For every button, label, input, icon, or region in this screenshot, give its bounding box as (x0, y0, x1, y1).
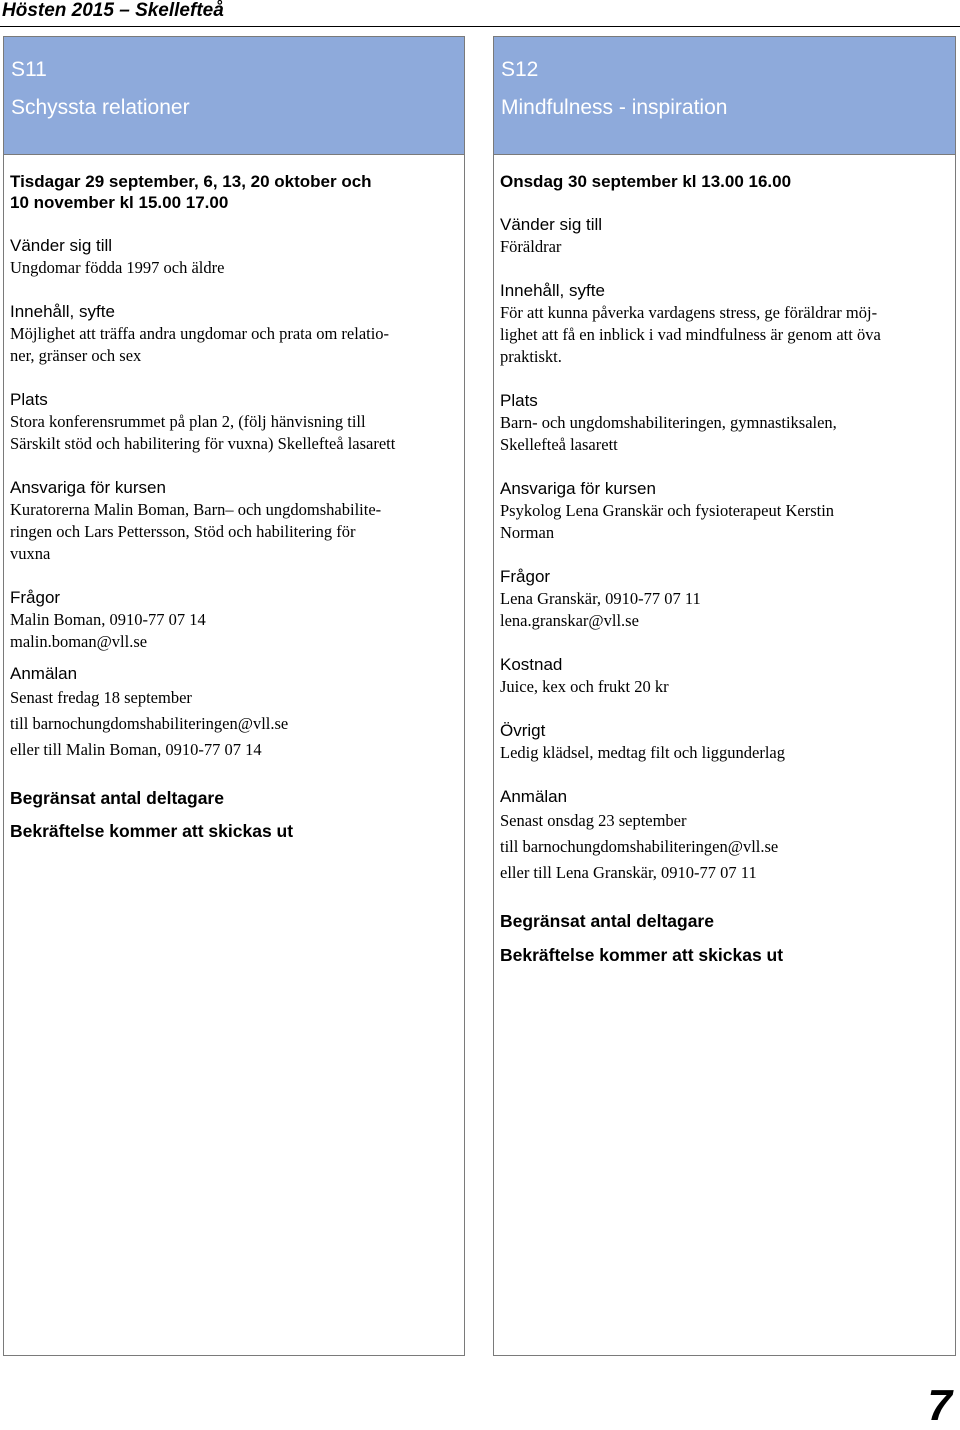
course-schedule: Onsdag 30 september kl 13.00 16.00 (500, 172, 792, 191)
place-section (10, 389, 458, 455)
signup-text: Senast onsdag 23 september (500, 811, 687, 830)
course-title: Mindfulness - inspiration (501, 96, 728, 119)
course-card-s12 (493, 36, 956, 1356)
audience-text: Ungdomar födda 1997 och äldre (10, 258, 225, 277)
questions-label: Frågor (10, 588, 61, 607)
running-header (0, 0, 960, 27)
signup-text: eller till Malin Boman, 0910-77 07 14 (10, 740, 262, 759)
audience-section (500, 214, 949, 258)
place-text: Stora konferensrummet på plan 2, (följ hänvisning till (10, 412, 366, 431)
questions-label: Frågor (500, 567, 551, 586)
course-header-s12 (494, 37, 955, 155)
content-label: Innehåll, syfte (10, 302, 115, 321)
signup-text: till barnochungdomshabiliteringen@vll.se (500, 837, 779, 856)
cost-section (500, 654, 949, 698)
cost-label: Kostnad (500, 655, 563, 674)
course-card-s11 (3, 36, 465, 1356)
limited-participants-note: Begränsat antal deltagare (500, 911, 714, 931)
other-section (500, 720, 949, 764)
course-schedule (10, 171, 458, 213)
course-code: S12 (501, 58, 539, 81)
audience-label: Vänder sig till (500, 215, 603, 234)
limited-participants-note: Begränsat antal deltagare (10, 788, 224, 808)
content-text: Möjlighet att träffa andra ungdomar och prata om relatio- (10, 324, 390, 343)
schedule-line: Tisdagar 29 september, 6, 13, 20 oktober och (10, 172, 372, 191)
responsible-label: Ansvariga för kursen (10, 478, 166, 497)
content-text: praktiskt. (500, 347, 562, 366)
place-text: Särskilt stöd och habilitering för vuxna) Skellefteå lasarett (10, 434, 396, 453)
content-section (500, 280, 949, 368)
responsible-text: Psykolog Lena Granskär och fysioterapeut Kerstin (500, 501, 835, 520)
confirmation-note: Bekräftelse kommer att skickas ut (500, 945, 784, 965)
place-text: Skellefteå lasarett (500, 435, 618, 454)
page-number: 7 (927, 1381, 952, 1430)
course-title: Schyssta relationer (11, 96, 190, 119)
confirmation-note: Bekräftelse kommer att skickas ut (10, 821, 294, 841)
place-text: Barn- och ungdomshabiliteringen, gymnastiksalen, (500, 413, 837, 432)
place-section (500, 390, 949, 456)
contact-name-phone: Malin Boman, 0910-77 07 14 (10, 610, 206, 629)
responsible-text: vuxna (10, 544, 51, 563)
place-label: Plats (500, 391, 538, 410)
signup-text: eller till Lena Granskär, 0910-77 07 11 (500, 863, 757, 882)
responsible-section (10, 477, 458, 565)
content-label: Innehåll, syfte (500, 281, 605, 300)
schedule-line: 10 november kl 15.00 17.00 (10, 193, 229, 212)
cost-text: Juice, kex och frukt 20 kr (500, 677, 669, 696)
signup-label: Anmälan (10, 664, 78, 683)
signup-section (500, 786, 949, 886)
place-label: Plats (10, 390, 48, 409)
responsible-text: Kuratorerna Malin Boman, Barn– och ungdomshabilite- (10, 500, 382, 519)
course-body-s11 (4, 155, 464, 842)
content-text: lighet att få en inblick i vad mindfulness är genom att öva (500, 325, 881, 344)
running-header-title: Hösten 2015 – Skellefteå (2, 0, 224, 21)
contact-email: malin.boman@vll.se (10, 632, 148, 651)
content-text: ner, gränser och sex (10, 346, 142, 365)
other-label: Övrigt (500, 721, 546, 740)
course-header-s11 (4, 37, 464, 155)
questions-section (500, 566, 949, 632)
course-body-s12 (494, 155, 955, 966)
signup-text: Senast fredag 18 september (10, 688, 192, 707)
signup-text: till barnochungdomshabiliteringen@vll.se (10, 714, 289, 733)
signup-section (10, 663, 458, 763)
responsible-text: ringen och Lars Pettersson, Stöd och habilitering för (10, 522, 356, 541)
contact-name-phone: Lena Granskär, 0910-77 07 11 (500, 589, 701, 608)
audience-label: Vänder sig till (10, 236, 113, 255)
content-text: För att kunna påverka vardagens stress, ge föräldrar möj- (500, 303, 878, 322)
contact-email: lena.granskar@vll.se (500, 611, 639, 630)
responsible-label: Ansvariga för kursen (500, 479, 656, 498)
audience-text: Föräldrar (500, 237, 562, 256)
signup-label: Anmälan (500, 787, 568, 806)
audience-section (10, 235, 458, 279)
questions-section (10, 587, 458, 653)
course-code: S11 (11, 58, 47, 81)
responsible-text: Norman (500, 523, 555, 542)
content-section (10, 301, 458, 367)
responsible-section (500, 478, 949, 544)
other-text: Ledig klädsel, medtag filt och liggunderlag (500, 743, 786, 762)
